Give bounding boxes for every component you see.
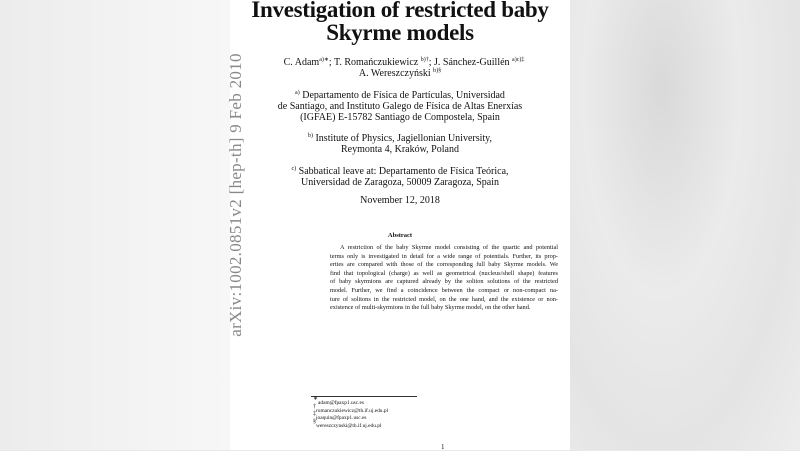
- affiliation-b-line-2: Reymonta 4, Kraków, Poland: [341, 144, 459, 155]
- authors-line-2: [0, 68, 800, 79]
- footnote-mark: ∗: [313, 396, 319, 402]
- author-name: ; J. Sánchez-Guillén: [428, 57, 513, 68]
- affiliation-text: Departamento de Física de Partículas, Universidad: [302, 90, 505, 101]
- author-name: ; T. Romańczukiewicz: [328, 57, 421, 68]
- page-number: 1: [441, 443, 445, 451]
- footnote-text: romanczukiewicz@th.if.uj.edu.pl: [316, 407, 389, 414]
- affiliation-mark: c): [291, 166, 297, 172]
- affiliation-c-line-1: [0, 166, 800, 177]
- affiliation-mark: a): [295, 90, 300, 96]
- author-name: A. Wereszczyński: [358, 68, 434, 79]
- footnote-text: wereszczynski@th.if.uj.edu.pl: [316, 422, 382, 429]
- footnote-rule: [311, 396, 417, 397]
- date: November 12, 2018: [360, 195, 440, 206]
- abstract-line: find that topological (charge) as well as geometrical (nucleus/shell shape) features: [330, 269, 558, 277]
- affiliation-c-line-2: Universidad de Zaragoza, 50009 Zaragoza, Spain: [301, 177, 499, 188]
- author-name: C. Adam: [283, 57, 320, 68]
- affiliation-a-line-1: [0, 90, 800, 101]
- title-line-1: Investigation of restricted baby: [251, 0, 549, 22]
- affiliation-mark: b): [307, 133, 313, 139]
- abstract-line: existence of multi-skyrmions in the full baby Skyrme model, on the other hand.: [330, 304, 531, 312]
- abstract-heading: Abstract: [387, 232, 413, 239]
- author-mark: b)§: [433, 68, 442, 74]
- arxiv-stamp: arXiv:1002.0851v2 [hep-th] 9 Feb 2010: [226, 53, 245, 337]
- footnote-mark: †: [313, 403, 316, 410]
- footnote-text: joaquin@fpaxp1.usc.es: [316, 415, 367, 421]
- abstract-line: ture of solitons in the restricted model, on the one hand, and the existence or non-: [330, 295, 558, 303]
- abstract-line: model. Further, we find a coincidence between the compact or non-compact na-: [330, 286, 558, 294]
- affiliation-text: Institute of Physics, Jagiellonian University,: [315, 133, 493, 144]
- author-mark: b)†: [420, 57, 429, 63]
- affiliation-a-line-3: (IGFAE) E-15782 Santiago de Compostela, Spain: [300, 112, 500, 123]
- authors-line-1: [4, 57, 800, 68]
- footnote-mark: ‡: [313, 411, 316, 417]
- footnote-text: adam@fpaxp1.usc.es: [318, 400, 365, 406]
- title-line-2: Skyrme models: [326, 20, 474, 45]
- affiliation-b-line-1: [0, 133, 800, 144]
- author-mark: a)c)‡: [512, 57, 525, 63]
- affiliation-text: Sabbatical leave at: Departamento de Física Teórica,: [298, 166, 509, 177]
- abstract-line: of baby skyrmions are captured already by the soliton solutions of the restricted: [330, 278, 558, 286]
- affiliation-a-line-2: de Santiago, and Instituto Galego de Física de Altas Enerxías: [277, 101, 523, 112]
- abstract-line: A restriction of the baby Skyrme model consisting of the quartic and potential: [340, 244, 558, 251]
- abstract-body: [330, 244, 558, 313]
- author-mark: a)∗: [319, 57, 329, 63]
- footnote-mark: §: [313, 418, 316, 425]
- abstract-line: erties are compared with those of the corresponding full baby Skyrme models. We: [330, 261, 558, 269]
- abstract-line: terms only is investigated in detail for a wide range of potentials. Further, its prop-: [330, 252, 558, 260]
